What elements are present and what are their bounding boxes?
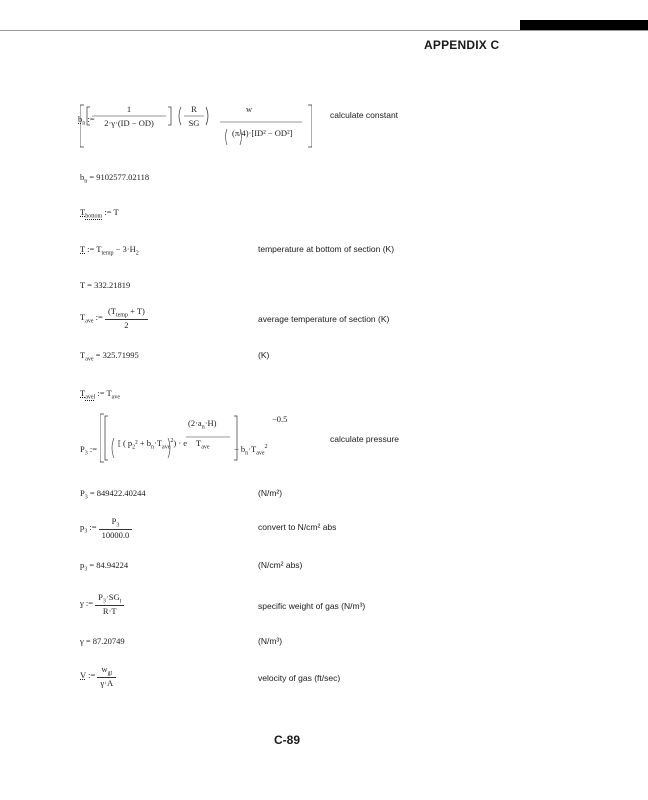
p3-tail: − $b_n\cdot T_{ave}^2$ — [234, 444, 268, 457]
bn-frac2-den: SG — [188, 118, 200, 128]
t-assignment: T := $T_{temp} - 3\cdot H_2$ — [80, 244, 139, 257]
p3-unit: (N/m²) — [258, 488, 283, 498]
bn-frac3-num: w — [246, 104, 253, 114]
t-comment: temperature at bottom of section (K) — [258, 244, 395, 254]
tavel-assignment: $T_{avel}$ := $T_{ave}$ — [80, 388, 120, 401]
tbottom-assignment: $T_{bottom}$ := T — [80, 207, 119, 220]
p3c-fraction: $\frac{P_3}{10000.0}$ — [99, 516, 133, 540]
tave-fraction: $\frac{(T_{temp} + T)}{2}$ — [105, 306, 148, 330]
page-number: C-89 — [274, 733, 301, 747]
p3c-result: $p_3 = 84.94224$ — [80, 560, 129, 573]
t-result: T = 332.21819 — [80, 280, 131, 290]
p3-exp-num: $(2\cdot a_n\cdot H)$ — [188, 418, 217, 431]
p3c-assignment: $p_3$ := $\frac{P_3}{10000.0}$ — [80, 516, 132, 540]
header-rule — [0, 30, 648, 31]
bn-result: $b_n = 9102577.02118$ — [80, 172, 150, 185]
v-fraction: $\frac{w_{gt}}{\gamma\cdot A}$ — [97, 664, 116, 688]
tave-assignment: $T_{ave}$ := $\frac{(T_{temp} + T)}{2}$ — [80, 306, 148, 330]
gamma-result: γ = 87.20749 — [80, 636, 125, 646]
tave-result: $T_{ave} = 325.71995$ — [80, 350, 139, 363]
gamma-fraction: $\frac{P_3\cdot SG_t}{R\cdot T}$ — [95, 592, 124, 616]
tave-comment: average temperature of section (K) — [258, 314, 390, 324]
gamma-unit: (N/m³) — [258, 636, 283, 646]
p3-exp-den: $T_{ave}$ — [196, 438, 210, 451]
bn-frac3-den: (π/4)·[ID² − OD²] — [232, 128, 293, 138]
bn-comment: calculate constant — [330, 110, 399, 120]
appendix-heading: APPENDIX C — [424, 38, 500, 52]
p3-comment: calculate pressure — [330, 434, 399, 444]
bn-assign: := — [87, 114, 95, 124]
gamma-assignment: γ := $\frac{P_3\cdot SG_t}{R\cdot T}$ — [80, 592, 124, 616]
bn-symbol: $b_n$ — [78, 114, 86, 127]
v-assignment: V := $\frac{w_{gt}}{\gamma\cdot A}$ — [80, 664, 116, 688]
p3-exponent: −0.5 — [272, 414, 288, 424]
bn-frac1-num: 1 — [126, 104, 132, 114]
tave-unit: (K) — [258, 350, 270, 360]
bn-frac1-den: 2·γ·(ID − OD) — [104, 118, 154, 128]
v-comment: velocity of gas (ft/sec) — [258, 673, 341, 683]
bn-frac2-num: R — [191, 104, 197, 114]
p3-result: $P_3 = 849422.40244$ — [80, 488, 146, 501]
p3c-comment: convert to N/cm² abs — [258, 522, 337, 532]
p3-lhs: $P_3$ := — [80, 444, 98, 457]
p3-body: [ ( $p_2^2 + b_n\cdot T_{ave}^2) \cdot e$ — [118, 438, 188, 451]
p3c-unit: (N/cm² abs) — [258, 560, 303, 570]
gamma-comment: specific weight of gas (N/m³) — [258, 601, 366, 611]
